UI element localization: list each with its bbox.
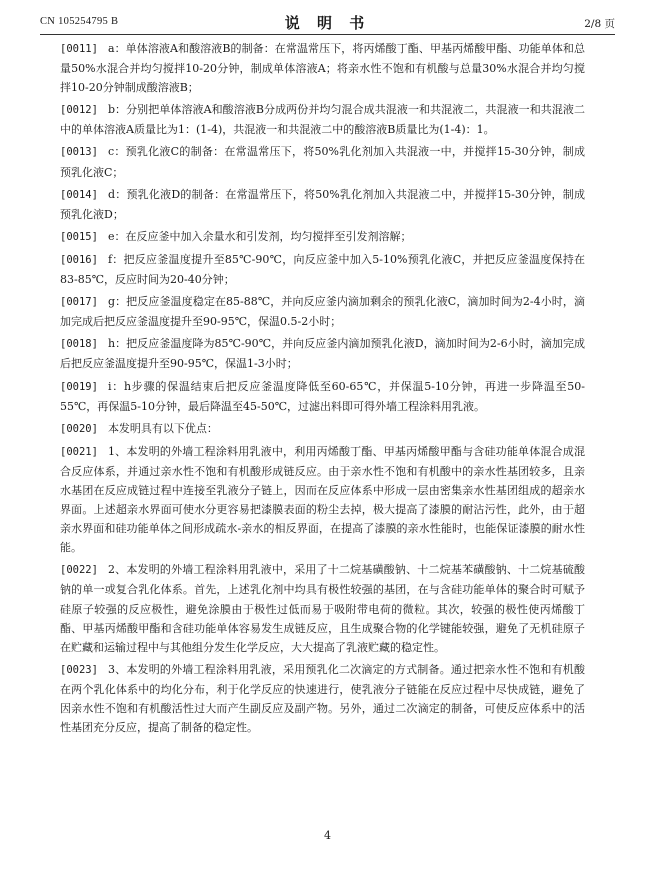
paragraph-tag: [0017] — [60, 296, 98, 309]
paragraph-0020 — [60, 419, 585, 439]
paragraph-text: c：预乳化液C的制备：在常温常压下，将50%乳化剂加入共混液一中，并搅拌15-30分钟，制成预乳化液C； — [60, 145, 585, 179]
paragraph-tag: [0013] — [60, 146, 98, 159]
paragraph-text: 2、本发明的外墙工程涂料用乳液中，采用了十二烷基磺酸钠、十二烷基苯磺酸钠、十二烷基硫酸钠的单一或复合乳化体系。首先，上述乳化剂中均具有极性较强的基团，在与含硅功能单体的聚合时可赋予硅原子较强的反应极性，避免涂膜由于极性过低而易于吸附带电荷的微粒。其次，较强的极性使丙烯酸丁酯、甲基丙烯酸甲酯和含硅功能单体容易发生成链反应，且生成聚合物的化学键能较强，避免了无机硅原子在贮藏和运输过程中与其他组分发生化学反应，大大提高了乳液贮藏的稳定性。 — [60, 563, 585, 654]
paragraph-0015 — [60, 227, 585, 247]
paragraph-text: i：h步骤的保温结束后把反应釜温度降低至60-65℃，并保温5-10分钟，再进一步降温至50-55℃，再保温5-10分钟，最后降温至45-50℃，过滤出料即可得外墙工程涂料用乳液。 — [60, 379, 585, 413]
paragraph-tag: [0019] — [60, 380, 98, 393]
paragraph-0016 — [60, 250, 585, 289]
paragraph-0012 — [60, 100, 585, 139]
paragraph-text: g：把反应釜温度稳定在85-88℃，并向反应釜内滴加剩余的预乳化液C，滴加时间为2-4小时，滴加完成后把反应釜温度提升至90-95℃，保温0.5-2小时； — [60, 295, 585, 329]
paragraph-0017 — [60, 292, 585, 331]
patent-number: CN 105254795 B — [40, 16, 119, 27]
paragraph-text: h：把反应釜温度降为85℃-90℃，并向反应釜内滴加预乳化液D，滴加时间为2-6小时，滴加完成后把反应釜温度提升至90-95℃，保温1-3小时； — [60, 337, 585, 371]
paragraph-text: 3、本发明的外墙工程涂料用乳液，采用预乳化二次滴定的方式制备。通过把亲水性不饱和有机酸在两个乳化体系中的均化分布，利于化学反应的快速进行，使乳液分子链能在反应过程中尽快成链，避免了因亲水性不饱和有机酸活性过大而产生副反应及副产物。另外，通过二次滴定的制备，可使反应体系中的活性基团充分反应，提高了制备的稳定性。 — [60, 662, 585, 735]
header-rule — [40, 34, 615, 35]
paragraph-0014 — [60, 185, 585, 224]
paragraph-text: e：在反应釜中加入余量水和引发剂，均匀搅拌至引发剂溶解； — [107, 229, 412, 243]
paragraph-text: 1、本发明的外墙工程涂料用乳液中，利用丙烯酸丁酯、甲基丙烯酸甲酯与含硅功能单体混合成混合反应体系，并通过亲水性不饱和有机酸形成链反应。由于亲水性不饱和有机酸中的亲水性基团较多，且亲水基团在反应成链过程中连接至乳液分子链上，因而在反应体系中形成一层由密集亲水性基团组成的超亲水界面。上述超亲水界面可使水分更容易把漆膜表面的粉尘去掉，极大提高了漆膜的耐沾污性，此外，由于超亲水界面和硅功能单体之间形成疏水-亲水的相反界面，在提高了漆膜的亲水性能时，也能保证漆膜的耐水性能。 — [60, 444, 585, 555]
paragraph-text: d：预乳化液D的制备：在常温常压下，将50%乳化剂加入共混液二中，并搅拌15-30分钟，制成预乳化液D； — [60, 187, 585, 221]
paragraph-tag: [0023] — [60, 663, 98, 676]
paragraph-text: f：把反应釜温度提升至85℃-90℃，向反应釜中加入5-10%预乳化液C，并把反应釜温度保持在83-85℃，反应时间为20-40分钟； — [60, 252, 585, 287]
paragraph-0013 — [60, 142, 585, 181]
paragraph-tag: [0022] — [60, 564, 98, 577]
paragraph-tag: [0015] — [60, 230, 98, 243]
page-indicator: 2/8 页 — [584, 18, 615, 30]
paragraph-tag: [0020] — [60, 422, 98, 435]
paragraph-tag: [0012] — [60, 104, 98, 117]
paragraph-tag: [0016] — [60, 253, 98, 266]
paragraph-0023 — [60, 660, 585, 737]
paragraph-text: b：分别把单体溶液A和酸溶液B分成两份并均匀混合成共混液一和共混液二，共混液一和共混液二中的单体溶液A质量比为1：(1-4)，共混液一和共混液二中的酸溶液B质量比为(1-4)：1。 — [60, 103, 585, 137]
page-number: 4 — [324, 829, 331, 842]
paragraph-text: a：单体溶液A和酸溶液B的制备：在常温常压下，将丙烯酸丁酯、甲基丙烯酸甲酯、功能单体和总量50%水混合并均匀搅拌10-20分钟，制成单体溶液A；将亲水性不饱和有机酸与总量30%水混合并均匀搅拌10-20分钟制成酸溶液B； — [60, 42, 585, 95]
document-title: 说 明 书 — [284, 14, 371, 32]
paragraph-0018 — [60, 334, 585, 373]
paragraph-0022 — [60, 560, 585, 656]
page-header — [40, 12, 615, 34]
paragraph-tag: [0014] — [60, 188, 98, 201]
paragraph-tag: [0021] — [60, 445, 98, 458]
paragraph-tag: [0011] — [60, 43, 98, 55]
paragraph-0019 — [60, 377, 585, 416]
document-body — [60, 39, 585, 740]
paragraph-tag: [0018] — [60, 338, 98, 351]
paragraph-0011 — [60, 39, 585, 97]
paragraph-0021 — [60, 442, 585, 558]
paragraph-text: 本发明具有以下优点： — [107, 421, 218, 435]
